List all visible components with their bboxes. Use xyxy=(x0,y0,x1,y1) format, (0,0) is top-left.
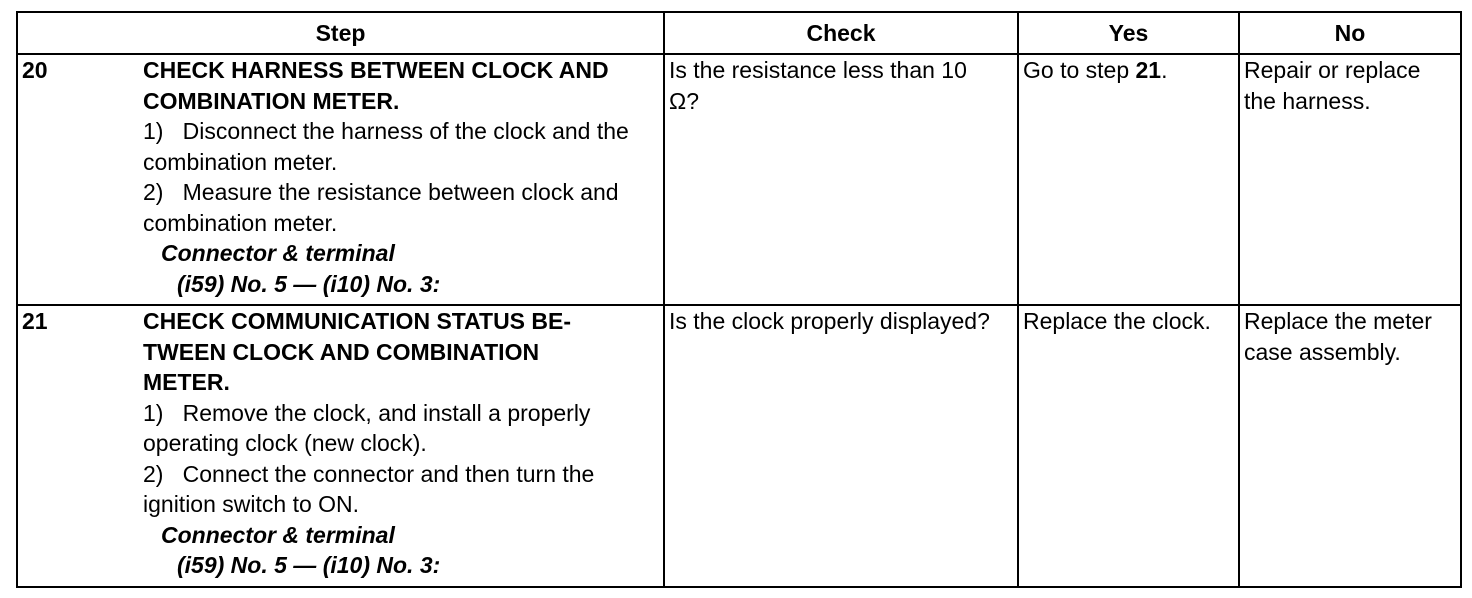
table-row xyxy=(17,305,1461,587)
yes-cell xyxy=(1018,305,1239,587)
connector-value: (i59) No. 5 — (i10) No. 3: xyxy=(177,270,441,297)
connector-label: Connector & terminal xyxy=(161,521,395,548)
step-instruction: combination meter. xyxy=(143,209,338,236)
diagnostic-table xyxy=(16,11,1462,588)
no-text: Repair or replace xyxy=(1244,57,1421,83)
no-cell xyxy=(1239,54,1461,305)
yes-step-ref: 21 xyxy=(1135,57,1162,83)
header-no: No xyxy=(1239,12,1461,54)
header-step: Step xyxy=(17,12,664,54)
header-check: Check xyxy=(664,12,1018,54)
step-instruction: 2) Connect the connector and then turn the xyxy=(143,460,595,487)
step-title: CHECK HARNESS BETWEEN CLOCK AND xyxy=(143,57,609,83)
step-description xyxy=(139,305,664,587)
check-cell xyxy=(664,305,1018,587)
step-instruction: 1) Remove the clock, and install a properly xyxy=(143,399,591,426)
check-text: Ω? xyxy=(669,87,699,114)
step-title: TWEEN CLOCK AND COMBINATION xyxy=(143,338,540,365)
step-title: COMBINATION METER. xyxy=(143,87,400,114)
step-description xyxy=(139,54,664,305)
step-instruction: operating clock (new clock). xyxy=(143,430,427,456)
connector-label: Connector & terminal xyxy=(161,240,395,266)
no-text: Replace the meter xyxy=(1244,308,1432,334)
step-number: 20 xyxy=(17,54,139,305)
step-title: CHECK COMMUNICATION STATUS BE- xyxy=(143,308,572,334)
step-instruction: 2) Measure the resistance between clock and xyxy=(143,179,619,205)
step-instruction: 1) Disconnect the harness of the clock and the xyxy=(143,118,629,144)
no-text: case assembly. xyxy=(1244,338,1401,365)
check-cell xyxy=(664,54,1018,305)
step-instruction: combination meter. xyxy=(143,148,338,175)
header-yes: Yes xyxy=(1018,12,1239,54)
table-row xyxy=(17,54,1461,305)
header-row xyxy=(17,12,1461,54)
no-cell xyxy=(1239,305,1461,587)
yes-cell xyxy=(1018,54,1239,305)
check-text: Is the resistance less than 10 xyxy=(669,57,967,83)
no-text: the harness. xyxy=(1244,87,1371,114)
step-title: METER. xyxy=(143,369,230,395)
step-instruction: ignition switch to ON. xyxy=(143,491,360,517)
check-text: Is the clock properly displayed? xyxy=(669,308,990,334)
step-number: 21 xyxy=(17,305,139,587)
yes-text: Go to step xyxy=(1023,57,1136,83)
yes-text: Replace the clock. xyxy=(1023,308,1211,334)
yes-suffix: . xyxy=(1161,57,1168,83)
connector-value: (i59) No. 5 — (i10) No. 3: xyxy=(177,552,441,578)
